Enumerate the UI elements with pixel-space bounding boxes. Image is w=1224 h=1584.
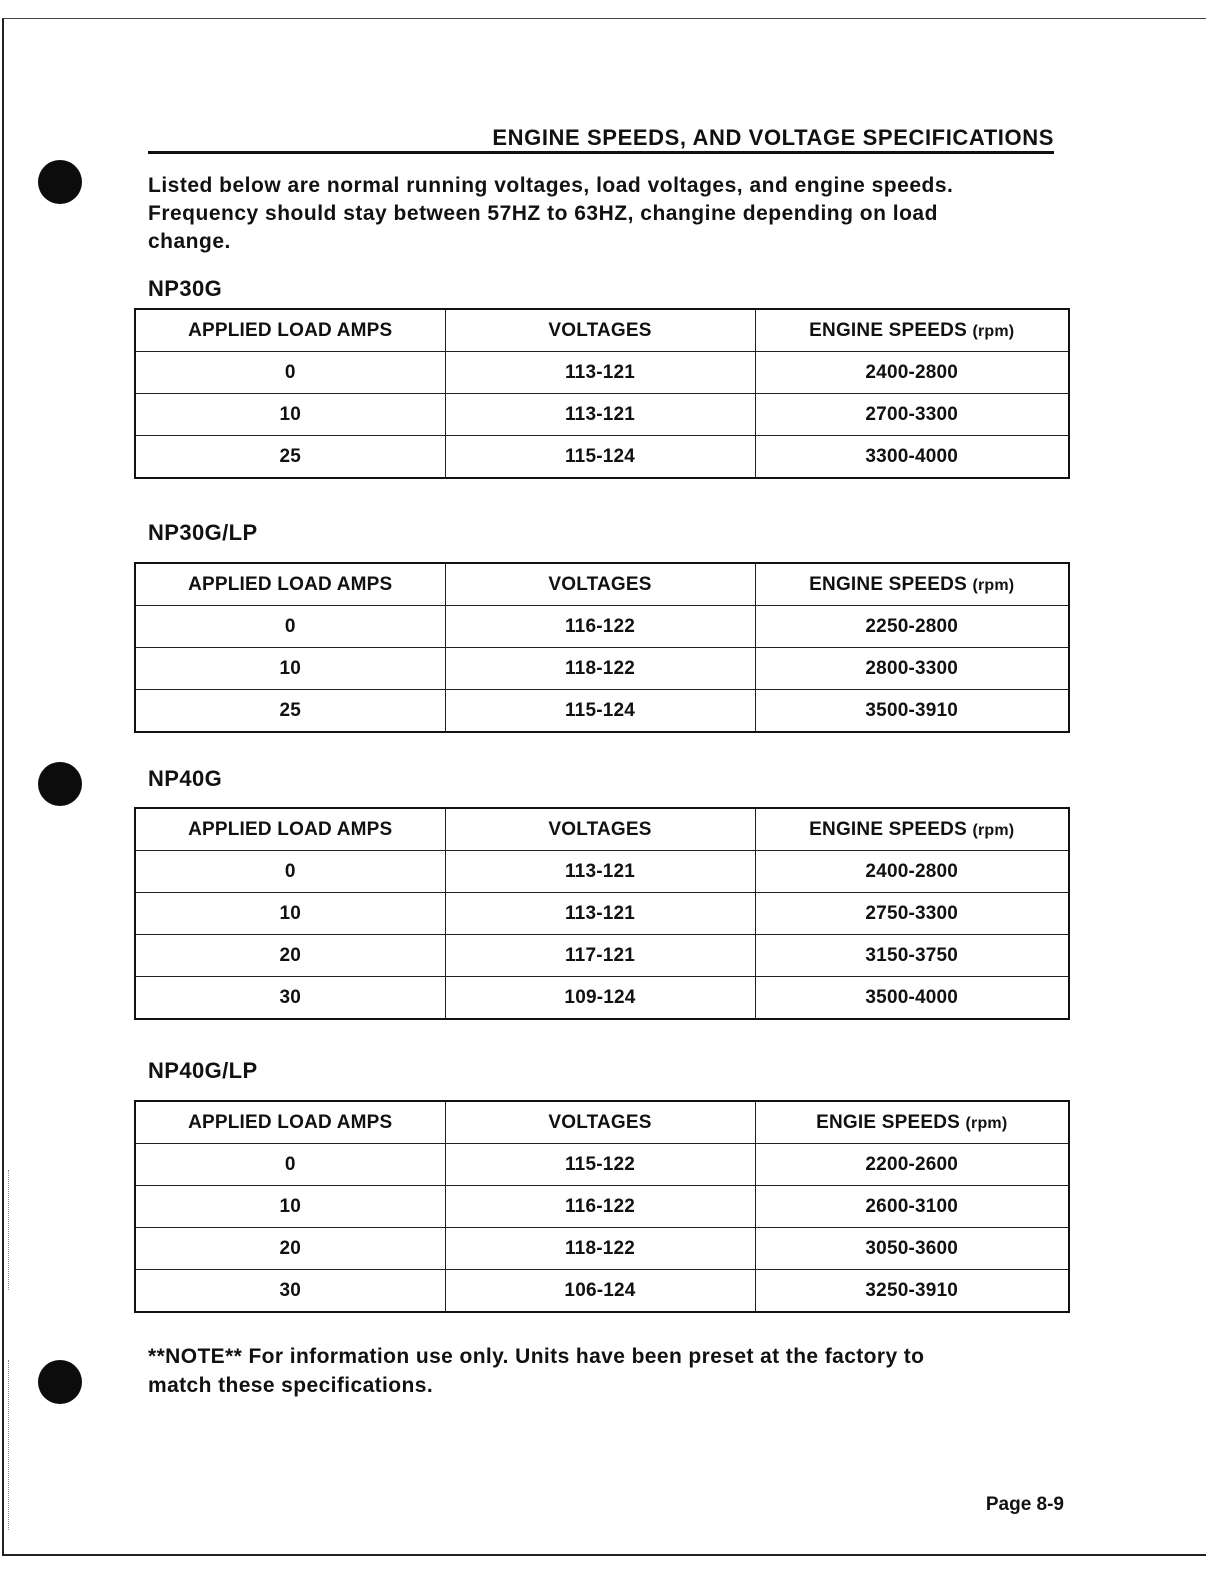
table-cell: 118-122 <box>445 648 755 690</box>
table-cell: 3300-4000 <box>755 436 1069 479</box>
table-cell: 25 <box>135 436 445 479</box>
column-header: APPLIED LOAD AMPS <box>135 1101 445 1144</box>
table-cell: 2600-3100 <box>755 1186 1069 1228</box>
table-cell: 30 <box>135 1270 445 1313</box>
table-row <box>135 648 1069 690</box>
table-row <box>135 1228 1069 1270</box>
table-header-row <box>135 309 1069 352</box>
table-cell: 2750-3300 <box>755 893 1069 935</box>
table-cell: 106-124 <box>445 1270 755 1313</box>
table-cell: 115-124 <box>445 690 755 733</box>
binder-hole-icon <box>38 160 82 204</box>
scan-artifact <box>8 1360 31 1530</box>
intro-line: change. <box>148 230 231 253</box>
binder-hole-icon <box>38 1360 82 1404</box>
column-header: ENGIE SPEEDS (rpm) <box>755 1101 1069 1144</box>
table-cell: 2200-2600 <box>755 1144 1069 1186</box>
table-cell: 117-121 <box>445 935 755 977</box>
table-cell: 0 <box>135 1144 445 1186</box>
section-label-np30g: NP30G <box>148 276 223 301</box>
table-cell: 115-124 <box>445 436 755 479</box>
table-row <box>135 893 1069 935</box>
note-line: match these specifications. <box>148 1374 434 1397</box>
column-header: ENGINE SPEEDS (rpm) <box>755 309 1069 352</box>
table-cell: 3500-4000 <box>755 977 1069 1020</box>
scan-artifact <box>8 1170 31 1290</box>
section-label-np40g-lp: NP40G/LP <box>148 1058 258 1083</box>
note-line: **NOTE** For information use only. Units have been preset at the factory to <box>148 1345 925 1368</box>
factory-note <box>148 1342 1048 1400</box>
column-header: VOLTAGES <box>445 563 755 606</box>
column-header: APPLIED LOAD AMPS <box>135 808 445 851</box>
table-cell: 113-121 <box>445 893 755 935</box>
table-cell: 30 <box>135 977 445 1020</box>
table-row <box>135 690 1069 733</box>
table-row <box>135 1144 1069 1186</box>
section-label-np30g-lp: NP30G/LP <box>148 520 258 545</box>
table-row <box>135 935 1069 977</box>
table-cell: 25 <box>135 690 445 733</box>
table-row <box>135 851 1069 893</box>
table-cell: 2800-3300 <box>755 648 1069 690</box>
table-cell: 3150-3750 <box>755 935 1069 977</box>
table-cell: 10 <box>135 893 445 935</box>
table-cell: 10 <box>135 648 445 690</box>
table-header-row <box>135 808 1069 851</box>
table-cell: 109-124 <box>445 977 755 1020</box>
table-cell: 0 <box>135 851 445 893</box>
column-header: APPLIED LOAD AMPS <box>135 563 445 606</box>
table-row <box>135 436 1069 479</box>
table-cell: 0 <box>135 352 445 394</box>
table-cell: 116-122 <box>445 606 755 648</box>
table-cell: 113-121 <box>445 352 755 394</box>
table-cell: 2700-3300 <box>755 394 1069 436</box>
table-row <box>135 606 1069 648</box>
spec-table-np40g <box>134 807 1070 1020</box>
table-cell: 3500-3910 <box>755 690 1069 733</box>
table-cell: 2400-2800 <box>755 851 1069 893</box>
spec-table-np40g-lp <box>134 1100 1070 1313</box>
table-row <box>135 1186 1069 1228</box>
binder-hole-icon <box>38 762 82 806</box>
table-cell: 2400-2800 <box>755 352 1069 394</box>
table-row <box>135 352 1069 394</box>
table-cell: 116-122 <box>445 1186 755 1228</box>
intro-line: Frequency should stay between 57HZ to 63HZ, changine depending on load <box>148 202 938 225</box>
table-cell: 0 <box>135 606 445 648</box>
table-cell: 118-122 <box>445 1228 755 1270</box>
table-cell: 10 <box>135 1186 445 1228</box>
table-cell: 10 <box>135 394 445 436</box>
table-cell: 113-121 <box>445 851 755 893</box>
table-cell: 115-122 <box>445 1144 755 1186</box>
intro-paragraph <box>148 172 1048 256</box>
spec-table-np30g-lp <box>134 562 1070 733</box>
table-cell: 20 <box>135 935 445 977</box>
title-row <box>148 124 1054 154</box>
column-header: ENGINE SPEEDS (rpm) <box>755 563 1069 606</box>
column-header: VOLTAGES <box>445 309 755 352</box>
table-row <box>135 394 1069 436</box>
table-row <box>135 977 1069 1020</box>
table-cell: 2250-2800 <box>755 606 1069 648</box>
table-header-row <box>135 563 1069 606</box>
table-cell: 20 <box>135 1228 445 1270</box>
table-cell: 113-121 <box>445 394 755 436</box>
column-header: VOLTAGES <box>445 808 755 851</box>
column-header: ENGINE SPEEDS (rpm) <box>755 808 1069 851</box>
table-cell: 3250-3910 <box>755 1270 1069 1313</box>
section-label-np40g: NP40G <box>148 766 223 791</box>
column-header: VOLTAGES <box>445 1101 755 1144</box>
spec-table-np30g <box>134 308 1070 479</box>
intro-line: Listed below are normal running voltages, load voltages, and engine speeds. <box>148 174 954 197</box>
page-title: ENGINE SPEEDS, AND VOLTAGE SPECIFICATIONS <box>492 125 1054 150</box>
table-cell: 3050-3600 <box>755 1228 1069 1270</box>
table-header-row <box>135 1101 1069 1144</box>
table-row <box>135 1270 1069 1313</box>
column-header: APPLIED LOAD AMPS <box>135 309 445 352</box>
page-number: Page 8-9 <box>985 1494 1064 1515</box>
